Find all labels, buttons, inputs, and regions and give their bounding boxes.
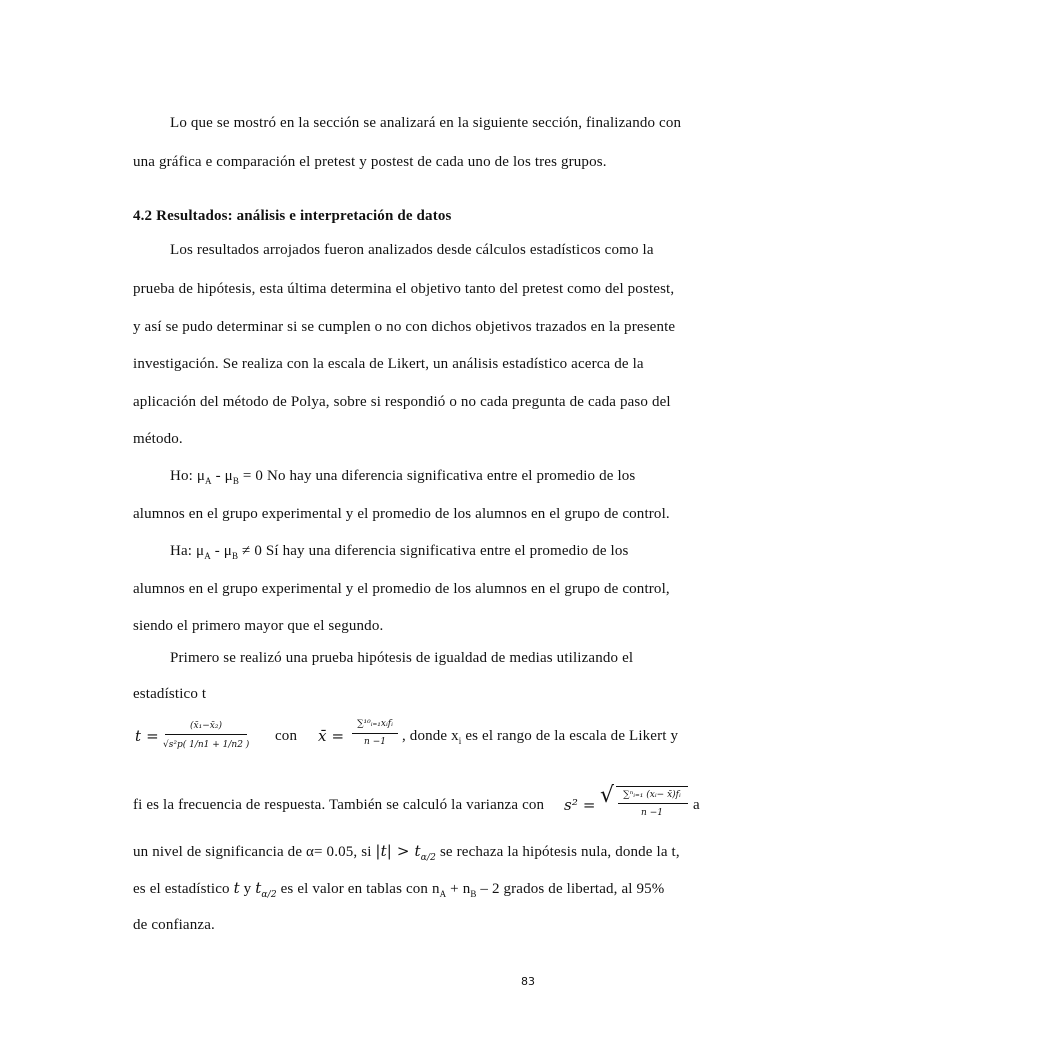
variance-bar	[618, 803, 688, 804]
paragraph-4-line-3	[133, 879, 664, 898]
alt-hypothesis-line-2: alumnos en el grupo experimental y el promedio de los alumnos en el grupo de control,	[133, 581, 670, 597]
p4-l3-e: – 2 grados de libertad, al 95%	[476, 881, 665, 897]
ha-label: Ha: μ	[170, 543, 205, 559]
paragraph-1-line-1: Lo que se mostró en la sección se analizará en la siguiente sección, finalizando con	[170, 115, 682, 131]
variance-after: a	[693, 797, 700, 813]
variance-fraction	[600, 783, 692, 823]
mean-formula-lhs: x̄ =	[318, 727, 345, 745]
donde-text-a: , donde x	[402, 728, 459, 744]
sqrt-sign-icon: √	[600, 783, 615, 808]
ho-label: Ho: μ	[170, 468, 206, 484]
paragraph-3-line-1: Primero se realizó una prueba hipótesis de igualdad de medias utilizando el	[170, 650, 634, 666]
con-word: con	[275, 728, 298, 744]
paragraph-3-line-2: estadístico t	[133, 686, 207, 702]
p4-l3-na: A	[439, 889, 447, 899]
paragraph-2-line-2: prueba de hipótesis, esta última determina el objetivo tanto del pretest como del postest,	[133, 281, 675, 297]
t-formula-numerator: (x̄₁−x̄₂)	[190, 721, 222, 731]
variance-denominator: n −1	[641, 808, 663, 818]
p4-l3-nb: B	[470, 889, 477, 899]
paragraph-4-line-2	[133, 842, 680, 861]
p4-l3-b: y	[239, 881, 256, 897]
ha-sub-b: B	[232, 551, 239, 561]
donde-text	[402, 727, 678, 745]
paragraph-2-line-3: y así se pudo determinar si se cumplen o no con dichos objetivos trazados en la presente	[133, 319, 676, 335]
alt-hypothesis-line-1	[170, 542, 629, 560]
paragraph-2-line-6: método.	[133, 431, 183, 447]
variance-line: fi es la frecuencia de respuesta. También se calculó la varianza con	[133, 797, 545, 813]
p4-l3-c: es el valor en tablas con n	[276, 881, 440, 897]
ho-rest: = 0 No hay una diferencia significativa entre el promedio de los	[239, 468, 636, 484]
p4-l3-sub: α/2	[261, 890, 277, 900]
t-formula-fraction	[163, 719, 249, 763]
ha-mid: - μ	[210, 543, 232, 559]
ho-mid: - μ	[211, 468, 233, 484]
t-formula-bar	[165, 734, 247, 735]
mean-formula-bar	[352, 733, 398, 734]
p4-l2-b: se rechaza la hipótesis nula, donde la t,	[436, 844, 680, 860]
t-formula-lhs: t =	[135, 727, 159, 745]
ho-sub-b: B	[232, 476, 239, 486]
paragraph-1-line-2: una gráfica e comparación el pretest y postest de cada uno de los tres grupos.	[133, 154, 607, 170]
p4-l2-sub: α/2	[420, 853, 437, 863]
mean-formula-denominator: n −1	[364, 737, 386, 747]
section-heading: 4.2 Resultados: análisis e interpretación de datos	[133, 208, 452, 224]
ha-sub-a: A	[204, 551, 211, 561]
ho-sub-a: A	[205, 476, 212, 486]
t-formula-denominator: √s²p( 1/n1 + 1/n2 )	[163, 740, 250, 750]
alt-hypothesis-line-3: siendo el primero mayor que el segundo.	[133, 618, 384, 634]
paragraph-4-line-4: de confianza.	[133, 917, 215, 933]
p4-l3-a: es el estadístico	[133, 881, 234, 897]
p4-l3-m: t	[255, 879, 262, 897]
p4-l3-t: t	[233, 879, 240, 897]
page-number: 83	[521, 975, 535, 988]
variance-numerator: ∑ⁿᵢ₌₁ (xᵢ− x̄)fᵢ	[623, 790, 681, 800]
p4-l2-math: |t| > t	[375, 842, 421, 860]
paragraph-2-line-1: Los resultados arrojados fueron analizados desde cálculos estadísticos como la	[170, 242, 654, 258]
variance-lhs: s² =	[564, 796, 596, 814]
mean-formula-numerator: ∑¹⁰ᵢ₌₁xᵢfᵢ	[357, 719, 393, 729]
p4-l3-d: + n	[446, 881, 471, 897]
donde-sub-i: i	[458, 736, 462, 746]
null-hypothesis-line-2: alumnos en el grupo experimental y el promedio de los alumnos en el grupo de control.	[133, 506, 670, 522]
donde-text-b: es el rango de la escala de Likert y	[461, 728, 679, 744]
p4-l2-a: un nivel de significancia de α= 0.05, si	[133, 844, 376, 860]
paragraph-2-line-5: aplicación del método de Polya, sobre si respondió o no cada pregunta de cada paso del	[133, 394, 671, 410]
paragraph-2-line-4: investigación. Se realiza con la escala de Likert, un análisis estadístico acerca de la	[133, 356, 644, 372]
ha-rest: ≠ 0 Sí hay una diferencia significativa entre el promedio de los	[238, 543, 629, 559]
null-hypothesis-line-1	[170, 467, 635, 485]
sqrt-overline	[616, 786, 688, 787]
mean-formula-fraction	[350, 717, 400, 751]
